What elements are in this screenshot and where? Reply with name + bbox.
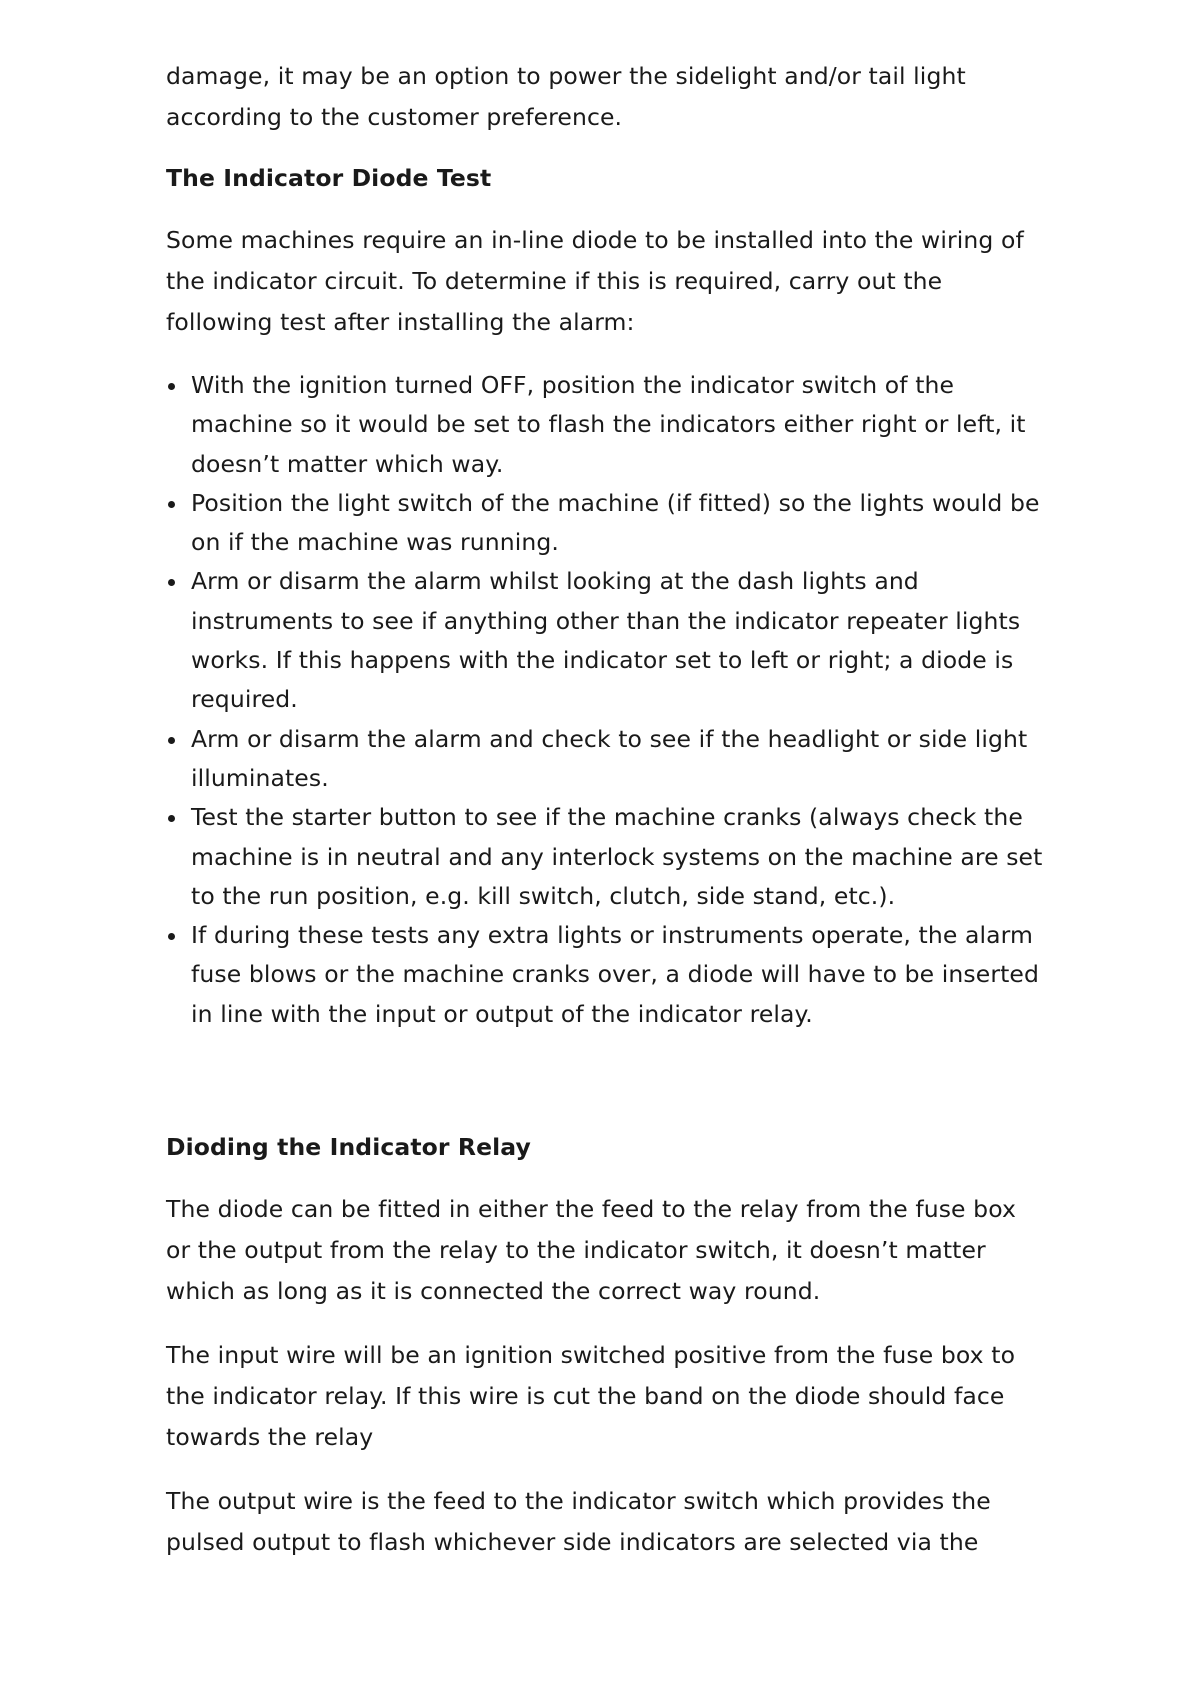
intro-continuation-paragraph: damage, it may be an option to power the sidelight and/or tail light according to the customer preference. — [166, 62, 966, 131]
list-item: Position the light switch of the machine (if fitted) so the lights would be on if the machine was running. — [166, 484, 1046, 563]
section-heading-indicator-diode-test: The Indicator Diode Test — [166, 164, 492, 192]
test-steps-list — [166, 366, 1046, 1034]
body-paragraph: The diode can be fitted in either the feed to the relay from the fuse box or the output from the relay to the indicator switch, it doesn’t matter which as long as it is connected the correct way round. — [166, 1195, 1016, 1306]
document-page — [166, 56, 1046, 1586]
list-item: Test the starter button to see if the machine cranks (always check the machine is in neutral and any interlock systems on the machine are set to the run position, e.g. kill switch, clutch, side stand, etc.). — [166, 798, 1046, 916]
body-paragraph: The output wire is the feed to the indicator switch which provides the pulsed output to flash whichever side indicators are selected via the — [166, 1487, 991, 1557]
list-item: If during these tests any extra lights or instruments operate, the alarm fuse blows or the machine cranks over, a diode will have to be inserted in line with the input or output of the indicator relay. — [166, 916, 1046, 1034]
section-heading-dioding-indicator-relay: Dioding the Indicator Relay — [166, 1133, 531, 1162]
section-spacer — [166, 1034, 1046, 1127]
list-item: Arm or disarm the alarm and check to see if the headlight or side light illuminates. — [166, 720, 1046, 799]
body-paragraph: The input wire will be an ignition switched positive from the fuse box to the indicator relay. If this wire is cut the band on the diode should face towards the relay — [166, 1341, 1016, 1452]
list-item: Arm or disarm the alarm whilst looking at the dash lights and instruments to see if anything other than the indicator repeater lights works. If this happens with the indicator set to left or right; a diode is required. — [166, 562, 1046, 719]
list-item: With the ignition turned OFF, position the indicator switch of the machine so it would be set to flash the indicators either right or left, it doesn’t matter which way. — [166, 366, 1046, 484]
section-intro-paragraph: Some machines require an in-line diode to be installed into the wiring of the indicator circuit. To determine if this is required, carry out the following test after installing the alarm: — [166, 226, 1024, 336]
